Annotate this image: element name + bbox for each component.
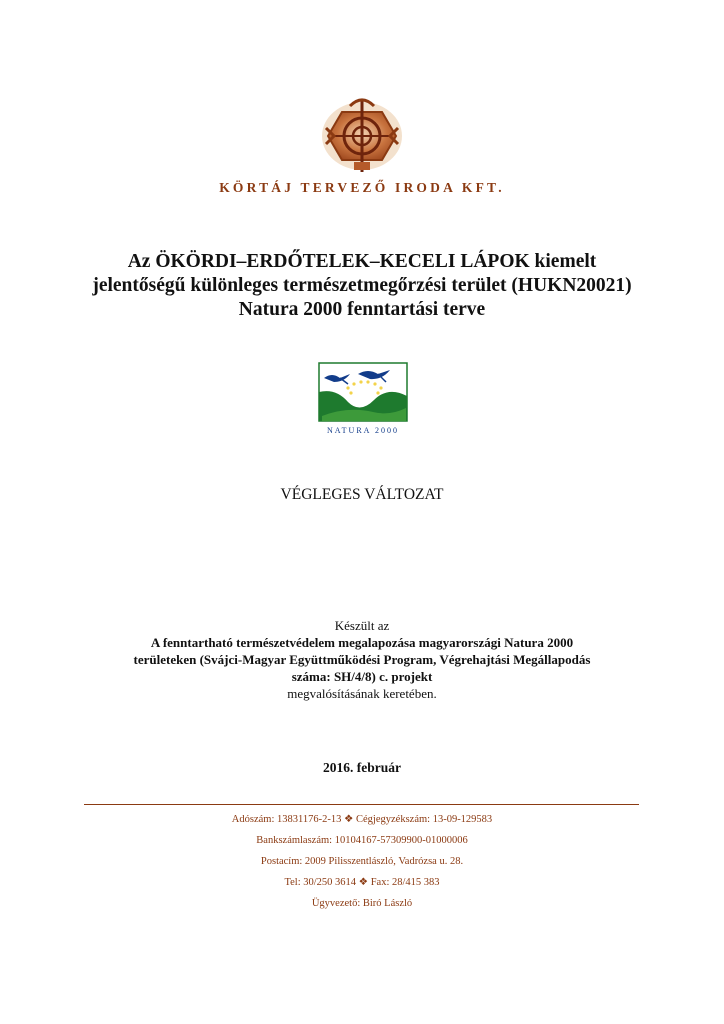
footer [0, 809, 724, 914]
title-line-3: Natura 2000 fenntartási terve [238, 299, 486, 320]
footer-address: Postacím: 2009 Pilisszentlászló, Vadrózsa u. 28. [260, 856, 464, 867]
kortaj-emblem-icon [320, 92, 404, 174]
footer-tax: Adószám: 13831176-2-13 ❖ Cégjegyzékszám: 13-09-129583 [231, 814, 493, 825]
natura-logo-label: NATURA 2000 [326, 426, 400, 435]
prepared-block [0, 617, 724, 702]
version-label: VÉGLEGES VÁLTOZAT [280, 486, 444, 503]
document-title [0, 250, 724, 322]
footer-manager: Ügyvezető: Biró László [311, 898, 413, 909]
project-line-2: területeken (Svájci-Magyar Együttműködési Program, Végrehajtási Megállapodás [133, 652, 591, 667]
document-date: 2016. február [323, 760, 401, 775]
title-line-1: Az ÖKÖRDI–ERDŐTELEK–KECELI LÁPOK kiemelt [127, 251, 597, 272]
prepared-closing: megvalósításának keretében. [287, 686, 437, 701]
natura-2000-logo-icon [318, 362, 408, 436]
footer-bank: Bankszámlaszám: 10104167-57309900-01000006 [256, 835, 468, 846]
footer-divider [84, 804, 639, 805]
project-line-1: A fenntartható természetvédelem megalapozása magyarországi Natura 2000 [150, 635, 574, 650]
prepared-intro: Készült az [334, 618, 390, 633]
title-line-2: jelentőségű különleges természetmegőrzési terület (HUKN20021) [92, 275, 632, 296]
company-name: KÖRTÁJ TERVEZŐ IRODA KFT. [219, 180, 505, 195]
footer-phone: Tel: 30/250 3614 ❖ Fax: 28/415 383 [284, 877, 440, 888]
project-line-3: száma: SH/4/8) c. projekt [291, 669, 433, 684]
